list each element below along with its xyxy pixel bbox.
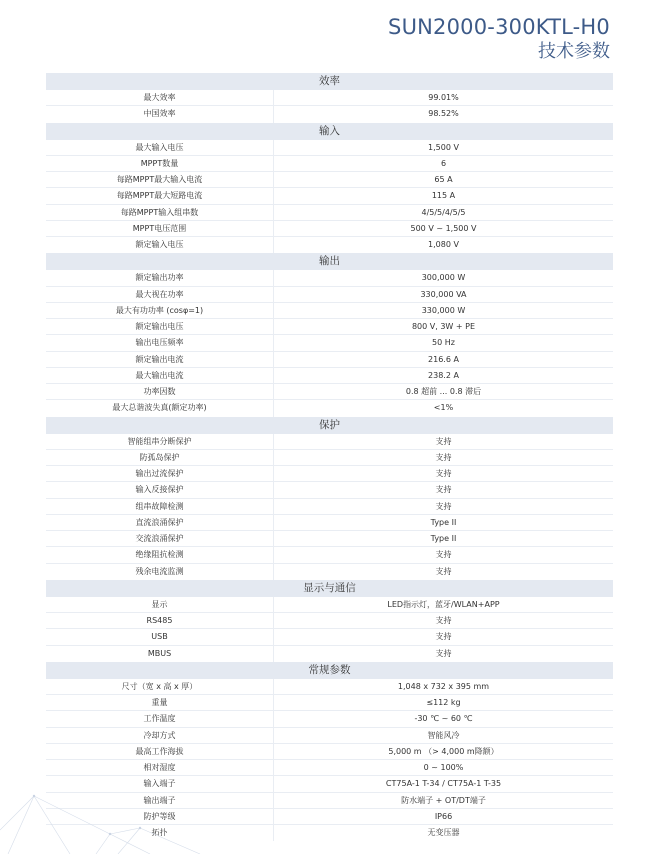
table-row [46, 270, 613, 286]
spec-value: 216.6 A [428, 354, 459, 364]
spec-label: 工作温度 [46, 711, 274, 726]
spec-label: 额定输出电压 [46, 319, 274, 334]
table-row [46, 679, 613, 695]
table-row [46, 711, 613, 727]
spec-value: 65 A [434, 175, 453, 184]
spec-value: 330,000 W [421, 305, 466, 315]
spec-label: 绝缘阻抗检测 [46, 547, 274, 562]
spec-label: 相对湿度 [46, 760, 274, 775]
table-row [46, 90, 613, 106]
spec-label: 输出端子 [46, 793, 274, 808]
table-row [46, 482, 613, 498]
spec-value: 无变压器 [427, 828, 460, 837]
spec-label: 智能组串分断保护 [46, 434, 274, 449]
table-row [46, 384, 613, 400]
table-row [46, 188, 613, 204]
spec-value: Type II [430, 534, 457, 543]
spec-value: 0.8 超前 ... 0.8 滞后 [405, 387, 482, 396]
spec-value: 50 Hz [432, 338, 455, 348]
table-row [46, 564, 613, 580]
spec-label: 最高工作海拔 [46, 744, 274, 759]
decorative-lines [0, 770, 240, 854]
spec-label: 额定输出功率 [46, 270, 274, 285]
table-row [46, 156, 613, 172]
table-row [46, 335, 613, 351]
spec-label: 最大输出电流 [46, 368, 274, 383]
table-row [46, 221, 613, 237]
spec-value: 1,080 V [428, 240, 459, 249]
document-header [388, 14, 610, 64]
table-row [46, 613, 613, 629]
spec-value: <1% [433, 403, 454, 413]
spec-value: 115 A [431, 191, 456, 201]
spec-section [46, 580, 613, 662]
spec-label: 额定输出电流 [46, 352, 274, 367]
spec-section [46, 417, 613, 580]
spec-label: 最大有功功率 (cosφ=1) [46, 303, 274, 318]
table-row [46, 597, 613, 613]
table-row [46, 466, 613, 482]
table-row [46, 106, 613, 122]
spec-label: USB [46, 629, 274, 644]
spec-label: 每路MPPT输入组串数 [46, 205, 274, 220]
table-row [46, 450, 613, 466]
spec-section [46, 253, 613, 416]
spec-label: MBUS [46, 646, 274, 662]
spec-value: 6 [440, 158, 447, 168]
table-row [46, 499, 613, 515]
table-row [46, 352, 613, 368]
spec-label: 最大视在功率 [46, 287, 274, 302]
spec-value: 支持 [435, 632, 452, 642]
spec-label: 残余电流监测 [46, 564, 274, 580]
section-header: 输出 [46, 253, 613, 270]
spec-label: RS485 [46, 613, 274, 628]
table-row [46, 400, 613, 416]
spec-label: 输入端子 [46, 776, 274, 791]
spec-label: 输出过流保护 [46, 466, 274, 481]
spec-label: 显示 [46, 597, 274, 612]
table-row [46, 515, 613, 531]
spec-label: MPPT数量 [46, 156, 274, 171]
spec-value: 98.52% [428, 109, 459, 119]
spec-value: 防水端子 + OT/DT端子 [401, 795, 486, 805]
spec-label: 交流浪涌保护 [46, 531, 274, 546]
spec-label: 最大总谐波失真(额定功率) [46, 400, 274, 416]
document-subtitle: 技术参数 [538, 41, 610, 62]
spec-label: 额定输入电压 [46, 237, 274, 253]
spec-label: 输出电压频率 [46, 335, 274, 350]
spec-value: 800 V, 3W + PE [411, 322, 476, 331]
section-header: 常规参数 [46, 662, 613, 679]
spec-table [46, 73, 613, 841]
spec-value: LED指示灯，蓝牙/WLAN+APP [387, 599, 500, 609]
spec-value: IP66 [434, 811, 453, 821]
spec-label: 尺寸（宽 x 高 x 厚） [46, 679, 274, 694]
table-row [46, 140, 613, 156]
table-row [46, 287, 613, 303]
spec-value: 支持 [435, 436, 452, 446]
model-name: SUN2000-300KTL-H0 [388, 15, 610, 39]
spec-value: 500 V ~ 1,500 V [410, 223, 477, 233]
spec-label: 防护等级 [46, 809, 274, 824]
table-row [46, 744, 613, 760]
spec-label: 防孤岛保护 [46, 450, 274, 465]
section-header: 显示与通信 [46, 580, 613, 597]
table-row [46, 531, 613, 547]
spec-label: 每路MPPT最大输入电流 [46, 172, 274, 187]
spec-section [46, 73, 613, 123]
spec-value: 99.01% [428, 93, 459, 102]
spec-value: 支持 [435, 501, 452, 511]
table-row [46, 205, 613, 221]
section-header: 输入 [46, 123, 613, 140]
spec-value: 4/5/5/4/5/5 [421, 207, 466, 217]
spec-value: -30 ℃ ~ 60 ℃ [414, 714, 473, 724]
section-header: 效率 [46, 73, 613, 90]
spec-value: 支持 [435, 469, 452, 478]
spec-value: 支持 [435, 648, 452, 658]
spec-value: 0 ~ 100% [423, 763, 464, 772]
spec-value: 300,000 W [421, 273, 466, 283]
spec-value: 支持 [435, 550, 452, 560]
spec-label: 组串故障检测 [46, 499, 274, 514]
table-row [46, 237, 613, 253]
spec-label: 功率因数 [46, 384, 274, 399]
spec-value: 支持 [435, 566, 452, 576]
spec-label: 每路MPPT最大短路电流 [46, 188, 274, 203]
spec-value: 支持 [435, 452, 452, 462]
spec-value: Type II [430, 517, 457, 527]
spec-label: 重量 [46, 695, 274, 710]
table-row [46, 629, 613, 645]
table-row [46, 728, 613, 744]
table-row [46, 646, 613, 662]
table-row [46, 172, 613, 188]
spec-value: 支持 [435, 616, 452, 625]
spec-label: 中国效率 [46, 106, 274, 122]
table-row [46, 303, 613, 319]
table-row [46, 319, 613, 335]
section-header: 保护 [46, 417, 613, 434]
spec-value: 智能风冷 [427, 730, 460, 740]
spec-value: 1,048 x 732 x 395 mm [397, 681, 490, 691]
spec-value: 支持 [435, 485, 452, 495]
spec-value: 330,000 VA [420, 289, 467, 299]
spec-value: 5,000 m （> 4,000 m降额） [388, 746, 499, 756]
table-row [46, 695, 613, 711]
spec-value: ≤112 kg [426, 698, 461, 707]
spec-value: CT75A-1 T-34 / CT75A-1 T-35 [385, 779, 502, 789]
spec-label: 输入反接保护 [46, 482, 274, 497]
spec-label: MPPT电压范围 [46, 221, 274, 236]
spec-label: 冷却方式 [46, 728, 274, 743]
spec-label: 拓扑 [46, 825, 274, 841]
table-row [46, 368, 613, 384]
spec-label: 直流浪涌保护 [46, 515, 274, 530]
table-row [46, 547, 613, 563]
spec-value: 238.2 A [428, 370, 459, 380]
spec-label: 最大输入电压 [46, 140, 274, 155]
spec-label: 最大效率 [46, 90, 274, 105]
spec-section [46, 123, 613, 254]
table-row [46, 434, 613, 450]
spec-value: 1,500 V [428, 142, 459, 152]
